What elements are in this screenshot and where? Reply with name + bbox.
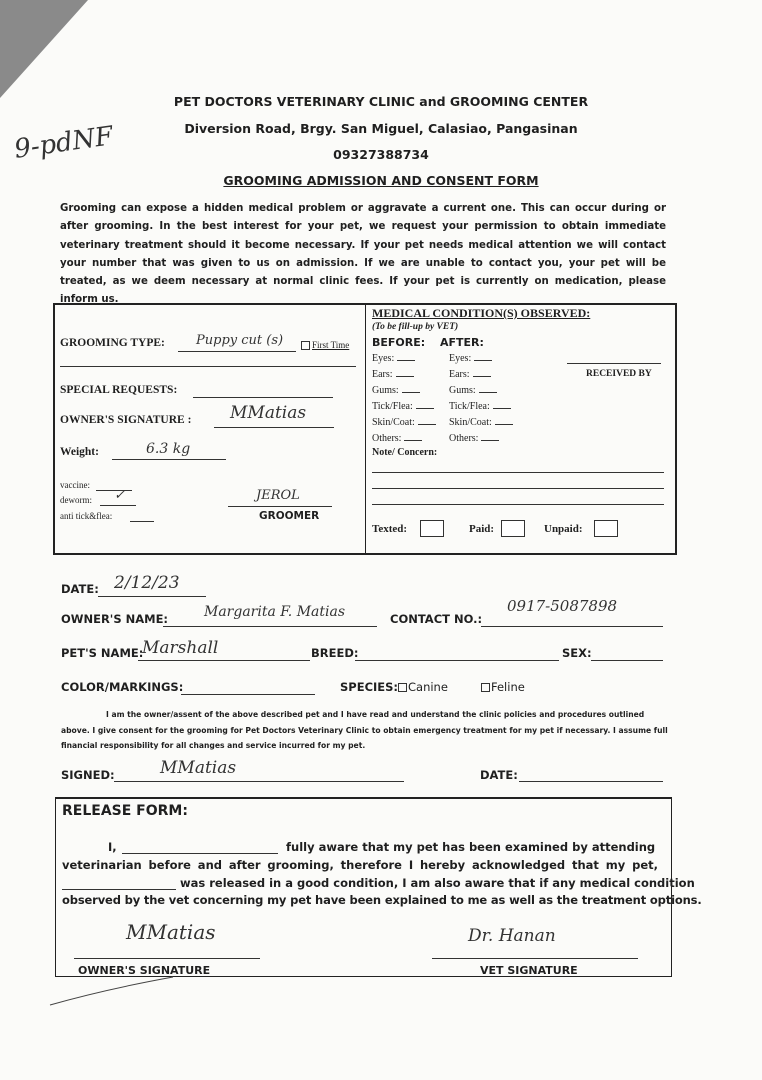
note-concern-label: Note/ Concern:: [372, 447, 438, 458]
grooming-type-value[interactable]: Puppy cut (s): [196, 333, 284, 348]
weight-label: Weight:: [60, 446, 99, 458]
date-value[interactable]: 2/12/23: [114, 573, 180, 593]
canine-checkbox[interactable]: [398, 683, 407, 692]
medical-item-label: Tick/Flea:: [449, 401, 490, 412]
special-requests-label: SPECIAL REQUESTS:: [60, 384, 178, 396]
release-line4: observed by the vet concerning my pet have been explained to me as well as the treatment options.: [62, 893, 702, 907]
clinic-name: PET DOCTORS VETERINARY CLINIC and GROOMING CENTER: [173, 94, 589, 109]
medical-item-field[interactable]: [495, 424, 513, 425]
signed-line: [114, 781, 404, 782]
medical-item-field[interactable]: [493, 408, 511, 409]
release-line1-end: fully aware that my pet has been examined by attending: [286, 840, 656, 854]
date-label: DATE:: [61, 582, 99, 596]
consent-line-3: financial responsibility for all changes and service incurred for my pet.: [61, 741, 366, 750]
texted-label: Texted:: [372, 523, 408, 535]
color-markings-line: [181, 694, 315, 695]
handwritten-annotation: 9-pdNF: [12, 121, 116, 165]
before-label: BEFORE:: [372, 336, 426, 349]
sex-line: [591, 660, 663, 661]
antitick-line: [130, 521, 154, 522]
vet-signature-line: [432, 958, 638, 959]
medical-item-label: Gums:: [372, 385, 399, 396]
medical-before-item: [372, 401, 434, 412]
medical-item-field[interactable]: [404, 440, 422, 441]
deworm-line: [100, 505, 136, 506]
unpaid-label: Unpaid:: [544, 523, 583, 535]
first-time-checkbox[interactable]: [301, 341, 310, 350]
consent-line-2: above. I give consent for the grooming for Pet Doctors Veterinary Clinic to obtain emergency treatment for my pet if necessary. I assume full: [61, 726, 668, 735]
weight-value[interactable]: 6.3 kg: [146, 441, 191, 457]
medical-item-field[interactable]: [402, 392, 420, 393]
note-line-3: [372, 504, 664, 505]
medical-after-item: [449, 401, 511, 412]
clinic-address: Diversion Road, Brgy. San Miguel, Calasiao, Pangasinan: [184, 121, 578, 136]
medical-item-label: Others:: [449, 433, 479, 444]
date2-label: DATE:: [480, 768, 518, 782]
groomer-label: GROOMER: [259, 510, 320, 522]
vet-signature-label: VET SIGNATURE: [480, 964, 578, 977]
weight-line: [112, 459, 226, 460]
release-line2: veterinarian before and after grooming, therefore I hereby acknowledged that my pet,: [62, 858, 658, 872]
owner-name-line: [163, 626, 377, 627]
release-line1-start: I,: [108, 840, 117, 854]
release-pet-line: [62, 889, 176, 890]
sex-label: SEX:: [562, 646, 592, 660]
unpaid-checkbox[interactable]: [594, 520, 618, 537]
medical-after-item: [449, 433, 499, 444]
color-markings-label: COLOR/MARKINGS:: [61, 680, 184, 694]
medical-item-field[interactable]: [479, 392, 497, 393]
owner-signature-label: OWNER'S SIGNATURE :: [60, 414, 192, 426]
medical-item-field[interactable]: [396, 376, 414, 377]
release-owner-line: [122, 853, 278, 854]
scan-corner-shadow: [0, 0, 90, 100]
medical-item-field[interactable]: [474, 360, 492, 361]
paid-label: Paid:: [469, 523, 495, 535]
vet-signature-value[interactable]: Dr. Hanan: [468, 926, 556, 946]
medical-item-field[interactable]: [473, 376, 491, 377]
pet-name-value[interactable]: Marshall: [142, 638, 219, 658]
date-line: [98, 596, 206, 597]
consent-line-1: I am the owner/assent of the above described pet and I have read and understand the clinic policies and procedures outlined: [106, 710, 645, 719]
note-line-1: [372, 472, 664, 473]
medical-item-label: Eyes:: [449, 353, 472, 364]
medical-item-label: Skin/Coat:: [449, 417, 492, 428]
contact-line: [481, 626, 663, 627]
grooming-type-line-2: [60, 366, 356, 367]
release-owner-signature-value[interactable]: MMatias: [126, 920, 216, 944]
medical-note: (To be fill-up by VET): [372, 322, 459, 332]
paid-checkbox[interactable]: [501, 520, 525, 537]
grooming-type-line: [178, 351, 296, 352]
clinic-phone: 09327388734: [333, 147, 429, 162]
after-label: AFTER:: [440, 336, 484, 349]
owner-name-value[interactable]: Margarita F. Matias: [204, 604, 346, 620]
feline-checkbox[interactable]: [481, 683, 490, 692]
medical-item-label: Eyes:: [372, 353, 395, 364]
medical-title: MEDICAL CONDITION(S) OBSERVED:: [372, 306, 591, 320]
date2-line: [519, 781, 663, 782]
medical-item-field[interactable]: [416, 408, 434, 409]
medical-item-label: Ears:: [449, 369, 470, 380]
release-owner-signature-label: OWNER'S SIGNATURE: [78, 964, 211, 977]
owner-name-label: OWNER'S NAME:: [61, 612, 169, 626]
pet-name-label: PET'S NAME:: [61, 646, 144, 660]
pet-name-line: [138, 660, 310, 661]
pen-stroke: [48, 975, 178, 1010]
deworm-label: deworm:: [60, 495, 92, 505]
form-title: GROOMING ADMISSION AND CONSENT FORM: [223, 173, 539, 188]
release-owner-signature-line: [74, 958, 260, 959]
medical-item-label: Gums:: [449, 385, 476, 396]
deworm-check[interactable]: ✓: [114, 488, 125, 503]
release-line3: was released in a good condition, I am also aware that if any medical condition: [180, 876, 695, 890]
medical-item-field[interactable]: [418, 424, 436, 425]
antitick-label: anti tick&flea:: [60, 511, 113, 521]
breed-label: BREED:: [311, 646, 359, 660]
species-label: SPECIES:: [340, 680, 399, 694]
canine-label: Canine: [408, 680, 448, 694]
medical-item-label: Skin/Coat:: [372, 417, 415, 428]
medical-after-item: [449, 385, 497, 396]
received-by-label: RECEIVED BY: [586, 369, 652, 379]
medical-before-item: [372, 369, 414, 380]
medical-item-field[interactable]: [481, 440, 499, 441]
feline-label: Feline: [491, 680, 525, 694]
medical-item-label: Others:: [372, 433, 402, 444]
medical-item-label: Ears:: [372, 369, 393, 380]
intro-paragraph: Grooming can expose a hidden medical problem or aggravate a current one. This can occur during or after grooming. In the best interest for your pet, we request your permission to obtain immediate veterinary treatment should it become necessary. If your pet needs medical attention we will contact your number that was given to us on admission. If we are unable to contact you, your pet will be treated, as we deem necessary at normal clinic fees. If your pet is currently on medication, please inform us.: [60, 203, 666, 306]
medical-after-item: [449, 369, 491, 380]
grooming-type-label: GROOMING TYPE:: [60, 337, 165, 349]
medical-before-item: [372, 353, 415, 364]
note-line-2: [372, 488, 664, 489]
first-time-label: First Time: [312, 340, 350, 350]
owner-signature-line: [214, 427, 334, 428]
signed-label: SIGNED:: [61, 768, 115, 782]
medical-before-item: [372, 433, 422, 444]
special-requests-line: [193, 397, 333, 398]
contact-value[interactable]: 0917-5087898: [507, 597, 618, 615]
signed-value[interactable]: MMatias: [160, 758, 237, 778]
medical-after-item: [449, 417, 513, 428]
breed-line: [355, 660, 559, 661]
medical-before-item: [372, 417, 436, 428]
medical-item-field[interactable]: [397, 360, 415, 361]
groomer-name: JEROL: [256, 488, 300, 503]
release-title: RELEASE FORM:: [62, 803, 188, 819]
owner-signature-value[interactable]: MMatias: [230, 403, 307, 423]
received-by-line: [567, 363, 661, 364]
box-divider: [365, 303, 366, 555]
medical-before-item: [372, 385, 420, 396]
medical-item-label: Tick/Flea:: [372, 401, 413, 412]
texted-checkbox[interactable]: [420, 520, 444, 537]
medical-after-item: [449, 353, 492, 364]
contact-label: CONTACT NO.:: [390, 612, 483, 626]
groomer-line: [228, 506, 332, 507]
vaccine-label: vaccine:: [60, 480, 90, 490]
